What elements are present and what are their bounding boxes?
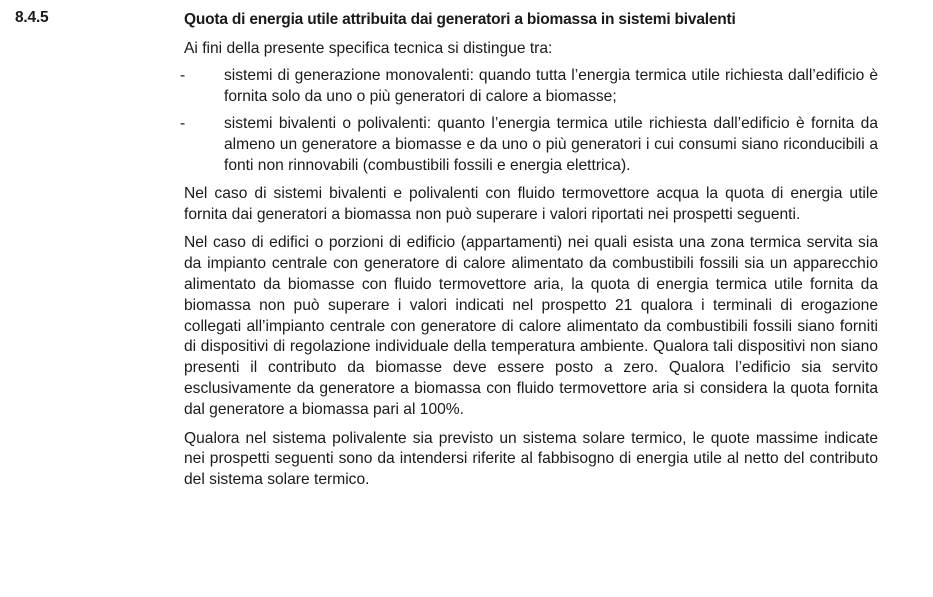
section-title: Quota di energia utile attribuita dai generatori a biomassa in sistemi bivalenti [184, 11, 736, 28]
paragraph-water-fluid: Nel caso di sistemi bivalenti e polivalenti con fluido termovettore acqua la quota di energia utile fornita dai generatori a biomassa non può superare i valori riportati nei prospetti seguenti. [184, 184, 878, 223]
list-marker: - [180, 66, 186, 84]
section-body [180, 9, 878, 499]
paragraph-solar-thermal: Qualora nel sistema polivalente sia previsto un sistema solare termico, le quote massime indicate nei prospetti seguenti sono da intendersi riferite al fabbisogno di energia utile al netto del contributo del sistema solare termico. [184, 429, 878, 489]
list-item [180, 66, 878, 108]
intro-paragraph: Ai fini della presente specifica tecnica si distingue tra: [184, 40, 553, 57]
paragraph-air-fluid: Nel caso di edifici o porzioni di edificio (appartamenti) nei quali esista una zona termica servita sia da impianto centrale con generatore di calore alimentato da combustibili fossili sia un apparecchio alimentato da biomasse con fluido termovettore aria, la quota di energia termica utile fornita da biomassa non può superare i valori indicati nel prospetto 21 qualora i terminali di erogazione collegati all’impianto centrale con generatore di calore alimentato da combustibili fossili siano forniti di dispositivi di regolazione individuale della temperatura ambiente. Qualora tali dispositivi non siano presenti il contributo da biomasse deve essere posto a zero. Qualora l’edificio sia servito esclusivamente da generatore a biomassa con fluido termovettore aria si considera la quota fornita dal generatore a biomassa pari al 100%. [184, 234, 878, 418]
list-marker: - [180, 115, 186, 133]
section-number: 8.4.5 [15, 9, 49, 26]
list-item [180, 114, 878, 176]
bullet-list [180, 66, 878, 177]
list-item-text: sistemi di generazione monovalenti: quando tutta l’energia termica utile richiesta dall’edificio è fornita solo da uno o più generatori di calore a biomasse; [224, 66, 878, 105]
list-item-text: sistemi bivalenti o polivalenti: quanto l’energia termica utile richiesta dall’edificio è fornita da almeno un generatore a biomasse e da uno o più generatori i cui consumi siano riconducibili a fonti non rinnovabili (combustibili fossili e energia elettrica). [224, 115, 878, 174]
